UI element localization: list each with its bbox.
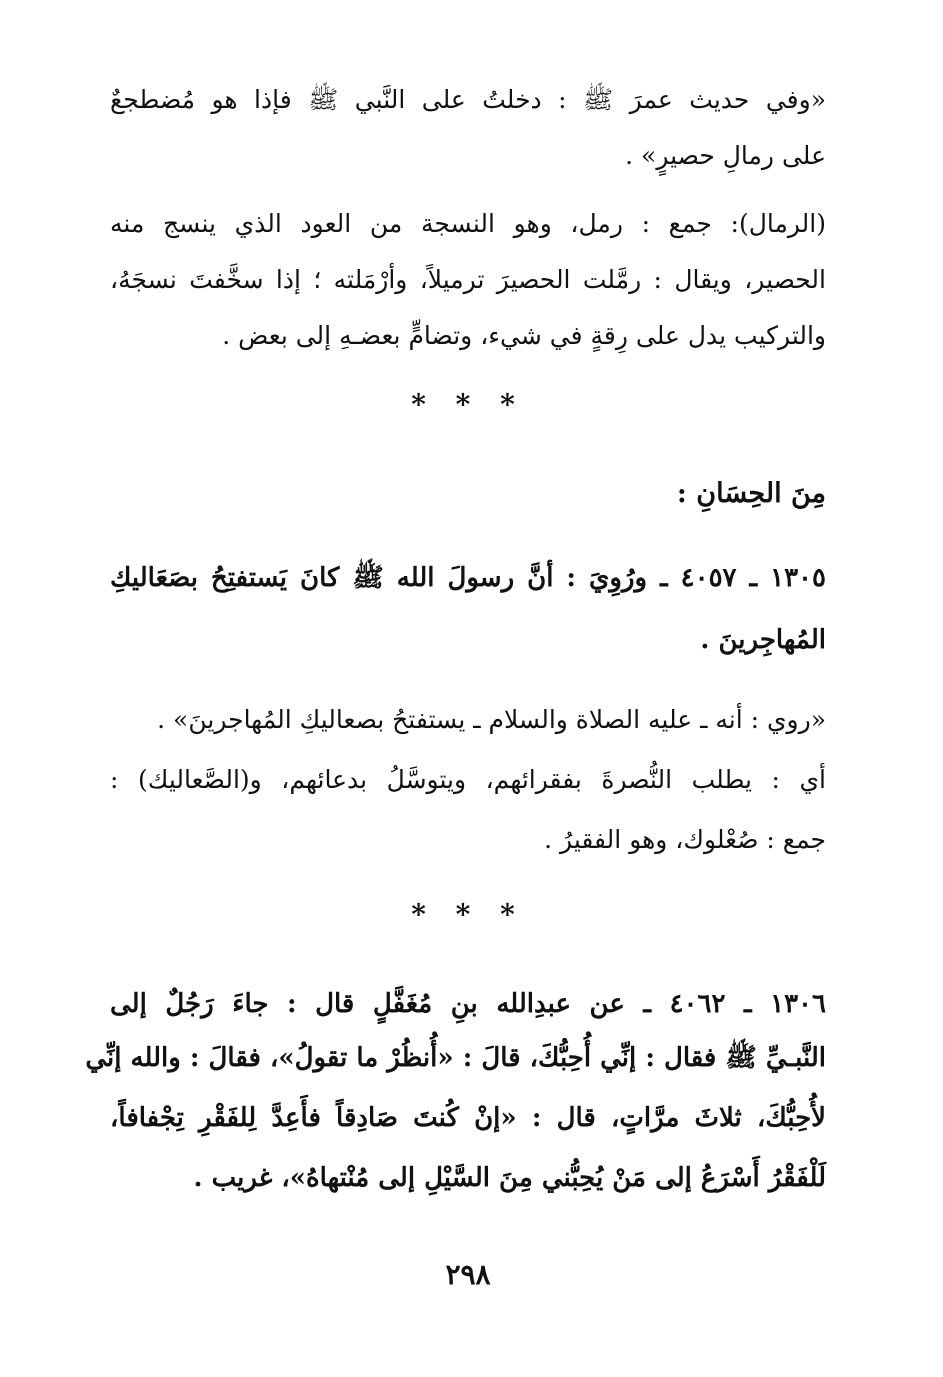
text-line: والتركيب يدل على رِقةٍ في شيء، وتضامٍّ بعضـهِ إلى بعض . bbox=[222, 321, 826, 350]
hadith-line: المُهاجِرينَ . bbox=[700, 625, 826, 655]
section-separator: * * * bbox=[411, 388, 525, 421]
page-number: ٢٩٨ bbox=[445, 1258, 491, 1291]
hadith-line: ١٣٠٦ ـ ٤٠٦٢ ـ عن عبدِالله بنِ مُغَفَّلٍ قال : جاءَ رَجُلٌ إلى bbox=[110, 989, 826, 1019]
text-line: «وفي حديث عمرَ ﷺ : دخلتُ على النَّبي ﷺ فإذا هو مُضطجعٌ bbox=[110, 85, 826, 114]
hadith-line: ١٣٠٥ ـ ٤٠٥٧ ـ ورُوِيَ : أنَّ رسولَ الله ﷺ كانَ يَستفتِحُ بصَعَاليكِ bbox=[110, 563, 826, 593]
text-line: جمع : صُعْلوك، وهو الفقيرُ . bbox=[544, 825, 826, 854]
text-line: الحصير، ويقال : رمَّلت الحصيرَ ترميلاً، وأرْمَلته ؛ إذا سخَّفتَ نسجَهُ، bbox=[110, 265, 826, 294]
hadith-line: لَلْفَقْرُ أَسْرَعُ إلى مَنْ يُحِبُّني مِنَ السَّيْلِ إلى مُنْتهاهُ»، غريب . bbox=[193, 1163, 826, 1193]
hadith-line: لأُحِبُّكَ، ثلاثَ مرَّاتٍ، قال : «إنْ كُنتَ صَادِقاً فأَعِدَّ لِلفَقْرِ تِجْفافاً، bbox=[110, 1103, 826, 1133]
section-separator: * * * bbox=[411, 898, 525, 931]
section-heading: مِنَ الحِسَانِ : bbox=[676, 478, 826, 509]
hadith-line: النَّبـيِّ ﷺ فقال : إنِّي أُحِبُّكَ، قالَ : «أُنظُرْ ما تقولُ»، فقالَ : والله إنِّي bbox=[85, 1043, 826, 1073]
text-line: «روي : أنه ـ عليه الصلاة والسلام ـ يستفتحُ بصعاليكِ المُهاجرينَ» . bbox=[157, 705, 826, 734]
text-line: أي : يطلب النُّصرةَ بفقرائهم، ويتوسَّلُ بدعائهم، و(الصَّعاليك) : bbox=[110, 765, 826, 794]
text-line: على رمالِ حصيرٍ» . bbox=[625, 141, 826, 170]
text-line: (الرمال): جمع : رمل، وهو النسجة من العود الذي ينسج منه bbox=[110, 209, 826, 238]
